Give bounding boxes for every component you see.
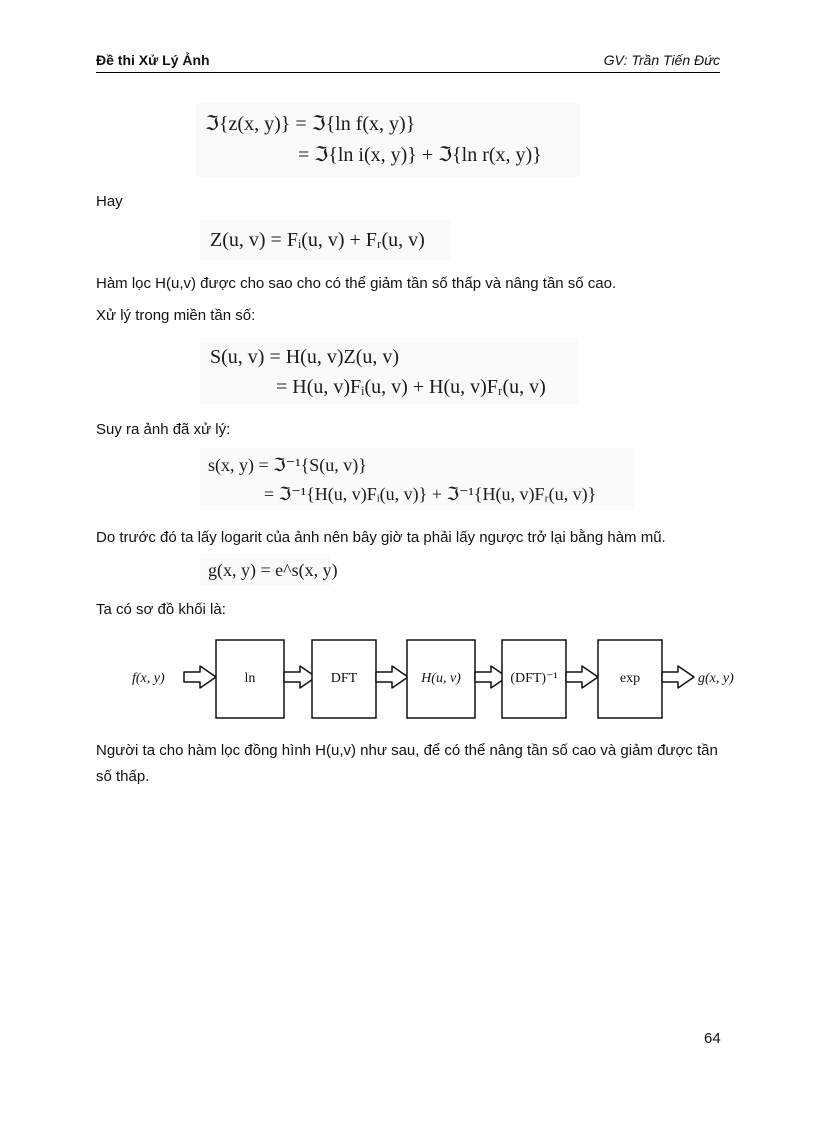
equation-3-line-2: = H(u, v)Fᵢ(u, v) + H(u, v)Fᵣ(u, v) <box>276 376 546 398</box>
paragraph-homomorphic-filter: Người ta cho hàm lọc đồng hình H(u,v) như sau, để có thể nâng tần số cao và giảm được tần số thấp. <box>96 742 718 785</box>
diagram-output-label: g(x, y) <box>698 671 734 686</box>
equation-1-line-1: ℑ{z(x, y)} = ℑ{ln f(x, y)} <box>205 113 416 135</box>
header-divider <box>96 72 720 73</box>
equation-5: g(x, y) = e^s(x, y) <box>208 560 338 580</box>
diagram-block-ln-label: ln <box>244 671 256 686</box>
equation-2: Z(u, v) = Fᵢ(u, v) + Fᵣ(u, v) <box>210 229 425 251</box>
page-number: 64 <box>704 1030 721 1047</box>
paragraph-inverse-log: Do trước đó ta lấy logarit của ảnh nên bây giờ ta phải lấy ngược trở lại bằng hàm mũ. <box>96 529 666 546</box>
header-author: GV: Trần Tiến Đức <box>603 52 720 68</box>
diagram-arrow-5 <box>566 666 598 688</box>
equation-4-line-1: s(x, y) = ℑ⁻¹{S(u, v)} <box>208 455 367 475</box>
equation-4-line-2: = ℑ⁻¹{H(u, v)Fᵢ(u, v)} + ℑ⁻¹{H(u, v)Fᵣ(u, v)} <box>264 484 597 504</box>
diagram-block-filter-label: H(u, v) <box>421 671 461 686</box>
diagram-block-inverse-dft-label: (DFT)⁻¹ <box>510 671 558 686</box>
paragraph-block-diagram: Ta có sơ đồ khối là: <box>96 601 226 618</box>
diagram-arrow-2 <box>284 666 316 688</box>
diagram-arrow-6 <box>662 666 694 688</box>
header-title: Đề thi Xử Lý Ảnh <box>96 52 210 68</box>
equation-3-line-1: S(u, v) = H(u, v)Z(u, v) <box>210 346 400 368</box>
diagram-arrow-1 <box>184 666 216 688</box>
block-diagram <box>120 630 760 730</box>
paragraph-hay: Hay <box>96 193 123 210</box>
equation-1-line-2: = ℑ{ln i(x, y)} + ℑ{ln r(x, y)} <box>298 144 542 166</box>
diagram-arrow-3 <box>376 666 408 688</box>
paragraph-frequency-processing: Xử lý trong miền tần số: <box>96 307 256 324</box>
diagram-input-label: f(x, y) <box>132 671 165 686</box>
paragraph-filter-description: Hàm lọc H(u,v) được cho sao cho có thể giảm tần số thấp và nâng tần số cao. <box>96 275 617 292</box>
diagram-block-exp-label: exp <box>619 671 641 686</box>
paragraph-processed-image: Suy ra ảnh đã xử lý: <box>96 421 231 438</box>
diagram-block-dft-label: DFT <box>330 671 358 686</box>
